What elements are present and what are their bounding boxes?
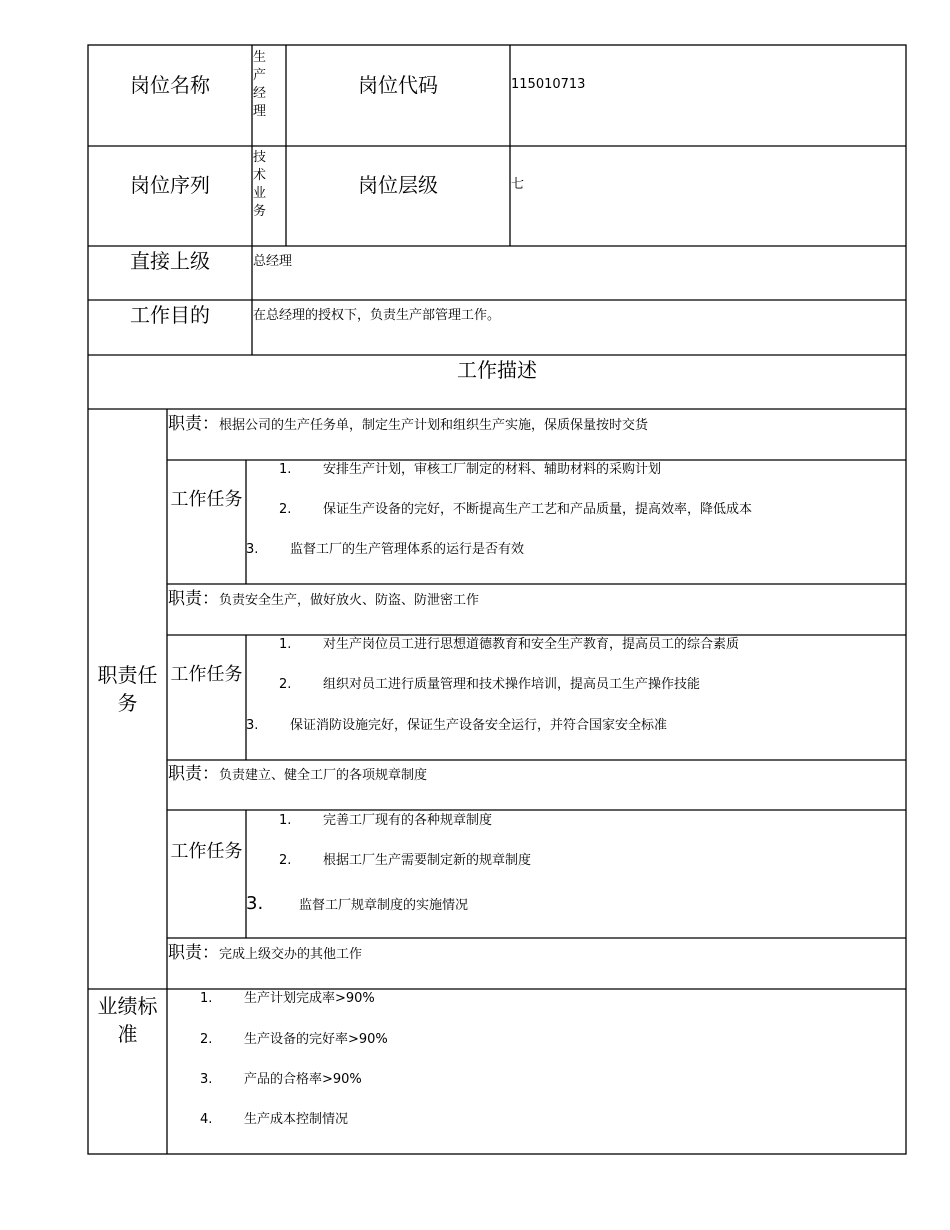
duty-1-task-3: 3. 监督工厂的生产管理体系的运行是否有效 xyxy=(246,542,525,557)
purpose-value: 在总经理的授权下，负责生产部管理工作。 xyxy=(253,308,501,323)
duty-4-text: 完成上级交办的其他工作 xyxy=(219,947,363,962)
task-label-3: 工作任务 xyxy=(170,841,243,862)
post-level-value: 七 xyxy=(511,177,525,192)
description-title: 工作描述 xyxy=(457,358,537,382)
post-level-label: 岗位层级 xyxy=(358,173,438,197)
performance-item-3: 3. 产品的合格率>90% xyxy=(200,1072,362,1087)
superior-value: 总经理 xyxy=(253,254,293,269)
duty-2-task-3: 3. 保证消防设施完好，保证生产设备安全运行，并符合国家安全标准 xyxy=(246,718,668,733)
duty-1-task-2: 2. 保证生产设备的完好，不断提高生产工艺和产品质量，提高效率，降低成本 xyxy=(279,502,753,517)
duty-1-task-1: 1. 安排生产计划，审核工厂制定的材料、辅助材料的采购计划 xyxy=(279,462,662,477)
performance-item-1: 1. 生产计划完成率>90% xyxy=(200,991,375,1006)
duty-2-text: 负责安全生产，做好放火、防盗、防泄密工作 xyxy=(219,593,480,608)
duty-1 xyxy=(168,414,648,434)
performance-label: 业绩标准 xyxy=(97,994,158,1046)
duty-3-text: 负责建立、健全工厂的各项规章制度 xyxy=(219,768,428,783)
post-code-value: 115010713 xyxy=(511,77,586,92)
duty-3-task-1: 1. 完善工厂现有的各种规章制度 xyxy=(279,813,493,828)
duties-side-label: 职责任务 xyxy=(97,663,158,715)
duty-4-title: 职责： xyxy=(168,943,219,963)
performance-item-2: 2. 生产设备的完好率>90% xyxy=(200,1032,388,1047)
duty-3-task-2: 2. 根据工厂生产需要制定新的规章制度 xyxy=(279,853,532,868)
task-label-1: 工作任务 xyxy=(170,489,243,510)
post-name-value: 生产经理 xyxy=(253,50,267,119)
task-label-2: 工作任务 xyxy=(170,664,243,685)
superior-label: 直接上级 xyxy=(130,249,210,273)
duty-3-title: 职责： xyxy=(168,764,219,784)
duty-1-text: 根据公司的生产任务单，制定生产计划和组织生产实施，保质保量按时交货 xyxy=(219,418,649,433)
duty-2 xyxy=(168,589,479,609)
duty-2-task-1: 1. 对生产岗位员工进行思想道德教育和安全生产教育，提高员工的综合素质 xyxy=(279,637,740,652)
duty-2-task-2: 2. 组织对员工进行质量管理和技术操作培训，提高员工生产操作技能 xyxy=(279,677,701,692)
duty-1-title: 职责： xyxy=(168,414,219,434)
performance-item-4: 4. 生产成本控制情况 xyxy=(200,1112,349,1127)
duty-2-title: 职责： xyxy=(168,589,219,609)
duty-3-task-3: 3. 监督工厂规章制度的实施情况 xyxy=(246,893,469,914)
duty-4 xyxy=(168,943,362,963)
post-seq-value: 技术业务 xyxy=(253,150,267,219)
post-seq-label: 岗位序列 xyxy=(130,173,210,197)
post-name-label: 岗位名称 xyxy=(130,73,210,97)
purpose-label: 工作目的 xyxy=(130,303,210,327)
post-code-label: 岗位代码 xyxy=(358,73,438,97)
duty-3 xyxy=(168,764,427,784)
